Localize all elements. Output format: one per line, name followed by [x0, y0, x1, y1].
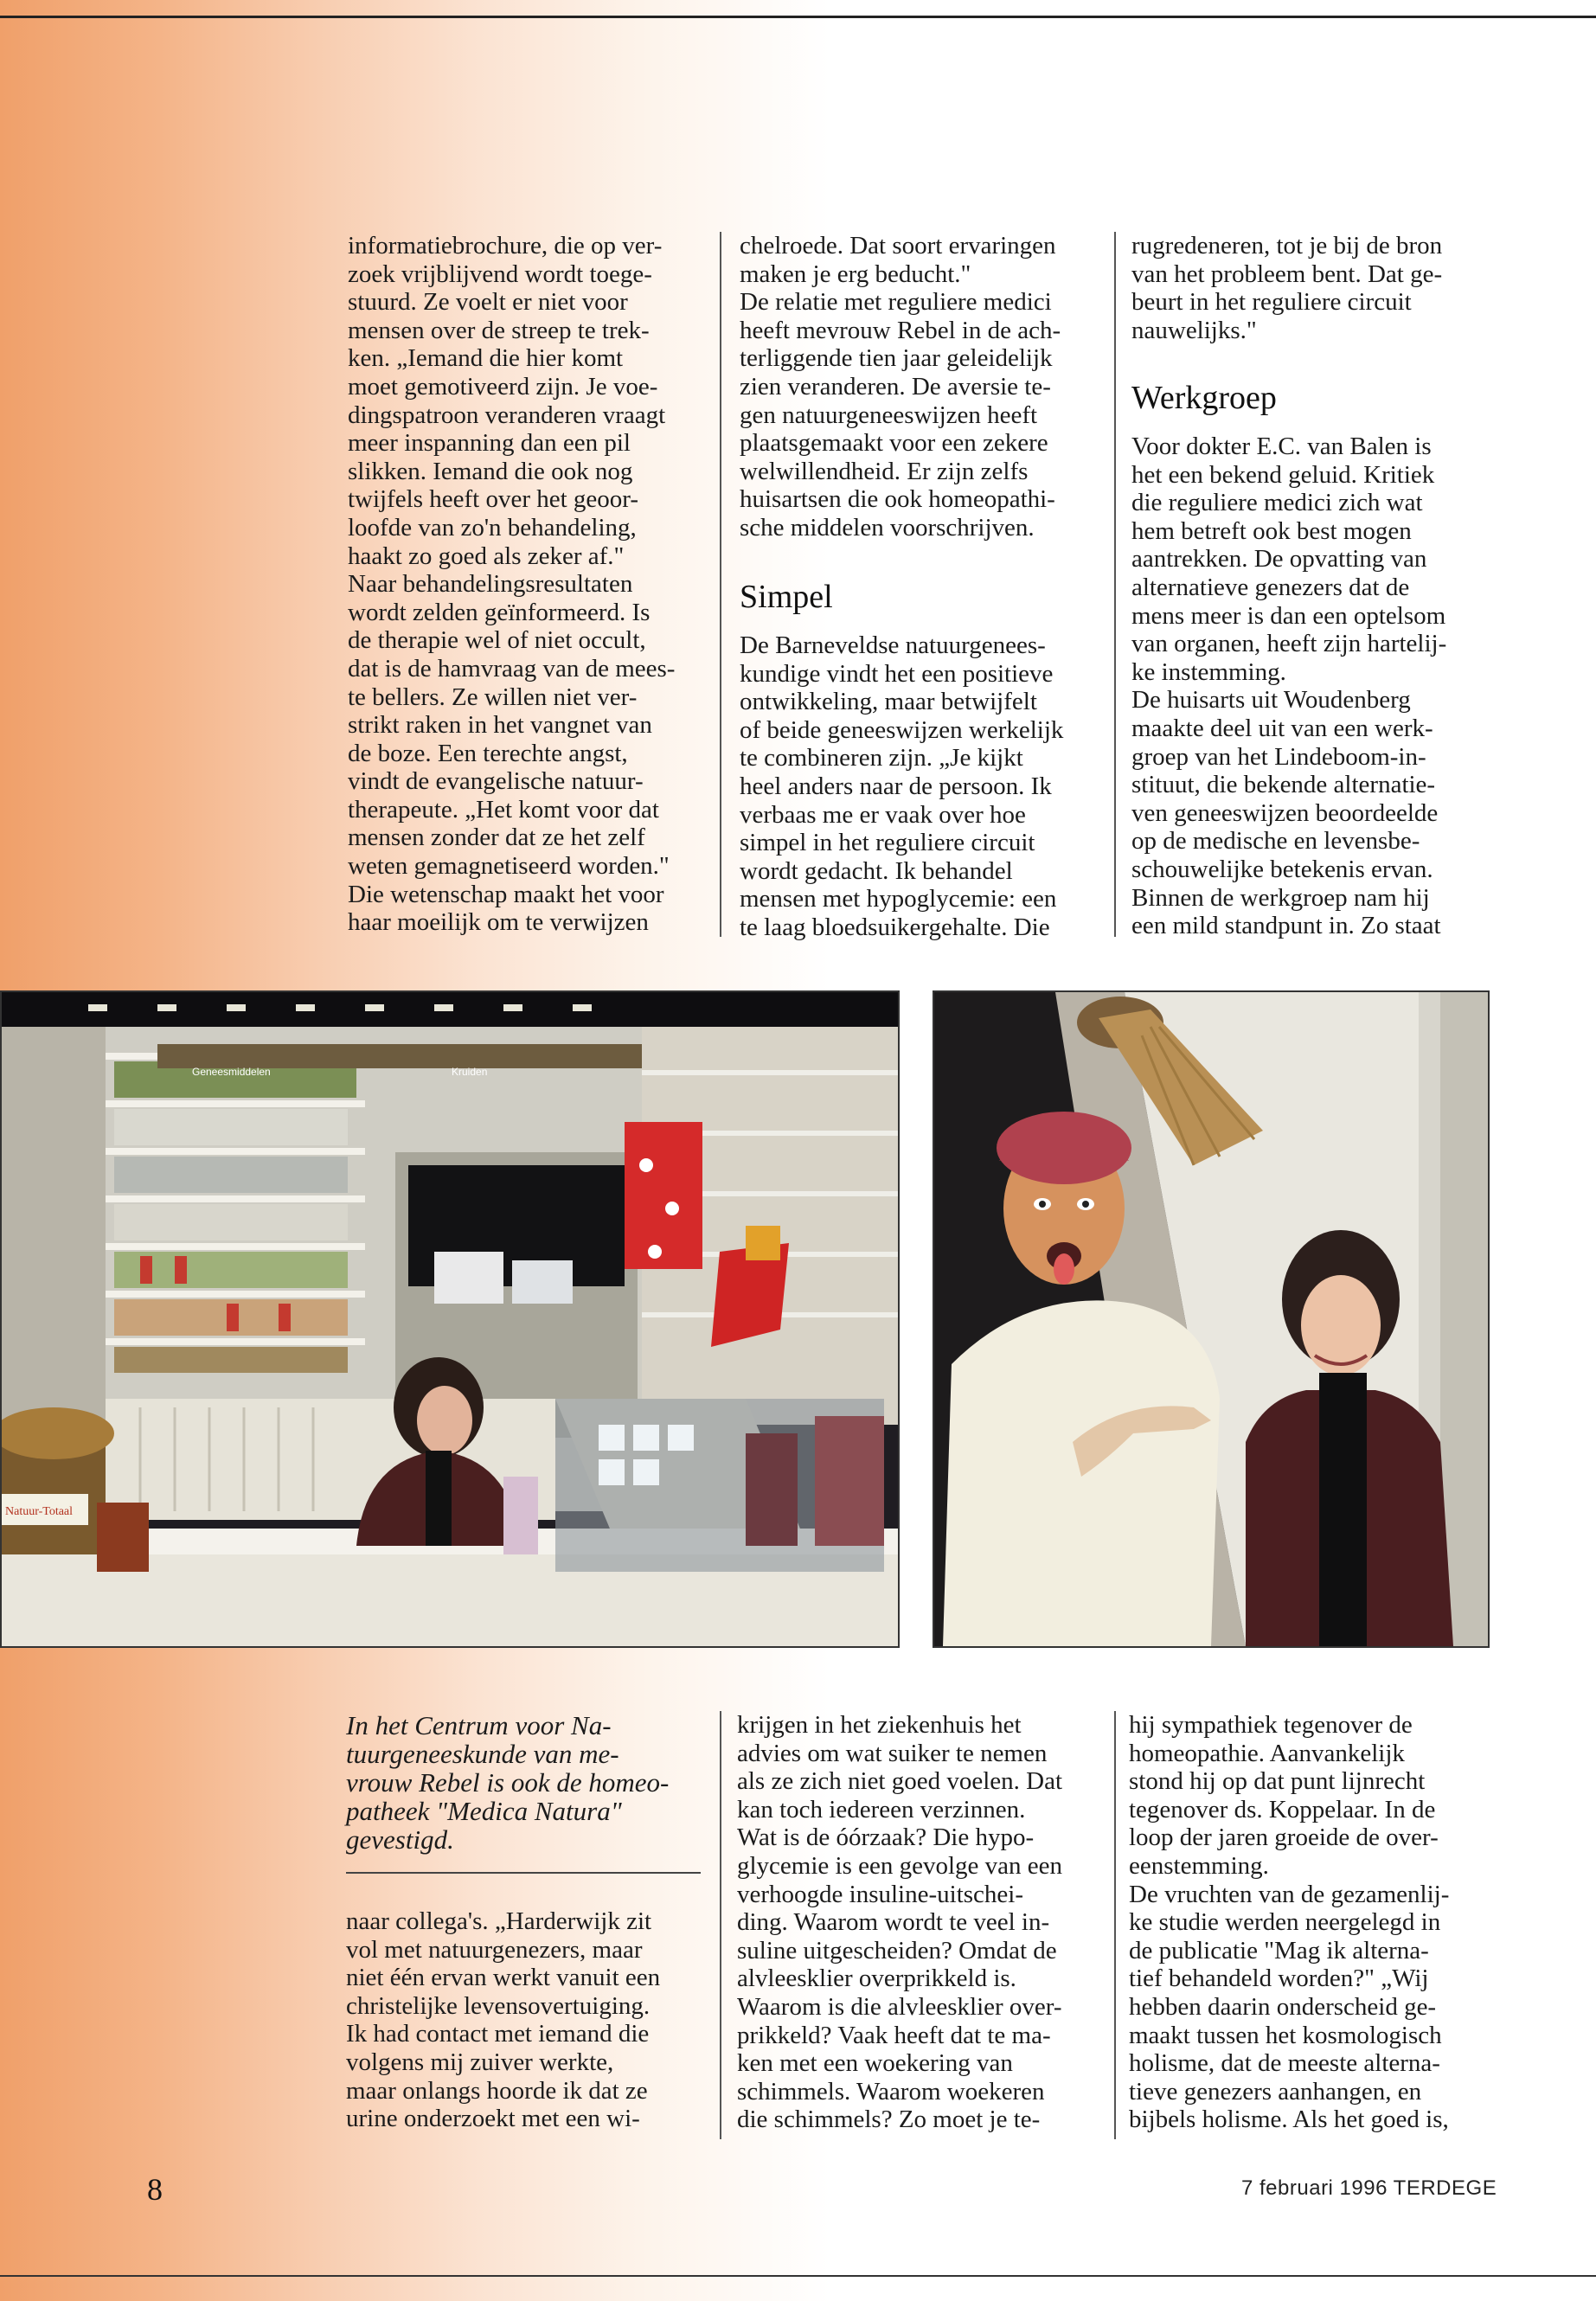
bottom-column-3: hij sympathiek tegenover de homeopathie. Aanvankelijk stond hij op dat punt lijnrecht tegenover ds. Koppelaar. In de loop der jaren groeide de over- eenstemming. De vruchten van de gezamenlij- ke studie werden neergelegd in de publicatie "Mag ik alterna- tief behandeld worden?" „Wij hebben daarin onderscheid ge- maakt tussen het kosmologisch holisme, dat de meeste alterna- tieve genezers aanhangen, en bijbels holisme. Als het goed is,	[1129, 1711, 1450, 2134]
top-column-2b: De Barneveldse natuurgenees- kundige vindt het een positieve ontwikkeling, maar betwijfelt of beide geneeswijzen werkelijk te combineren zijn. „Je kijkt heel anders naar de persoon. Ik verbaas me er vaak over hoe simpel in het reguliere circuit wordt gedacht. Ik behandel mensen met hypoglycemie: een te laag bloedsuikergehalte. Die	[740, 631, 1064, 941]
top-border	[0, 16, 1596, 18]
bottom-border	[0, 2275, 1596, 2277]
counter-sign: Natuur-Totaal	[5, 1505, 74, 1518]
shelf-sign-1: Geneesmiddelen	[192, 1066, 271, 1078]
top-column-1: informatiebrochure, die op ver- zoek vrijblijvend wordt toege- stuurd. Ze voelt er niet voor mensen over de streep te trek- ken. „Iemand die hier komt moet gemotiveerd zijn. Je voe- dingspatroon veranderen vraagt meer inspanning dan een pil slikken. Iemand die ook nog twijfels heeft over het geoor- loofde van zo'n behandeling, haakt zo goed als zeker af." Naar behandelingsresultaten wordt zelden geïnformeerd. Is de therapie wel of niet occult, dat is de hamvraag van de mees- te bellers. Ze willen niet ver- strikt raken in het vangnet van de boze. Een terechte angst, vindt de evangelische natuur- therapeute. „Het komt voor dat mensen zonder dat ze het zelf weten gemagnetiseerd worden." Die wetenschap maakt het voor haar moeilijk om te verwijzen	[348, 232, 676, 937]
shop-interior-photo	[0, 990, 900, 1648]
top-column-3b: Voor dokter E.C. van Balen is het een bekend geluid. Kritiek die reguliere medici zich wat hem betreft ook best mogen aantrekken. De opvatting van alternatieve genezers dat de mens meer is dan een optelsom van organen, heeft zijn hartelij- ke instemming. De huisarts uit Woudenberg maakte deel uit van een werk- groep van het Lindeboom-in- stituut, die bekende alternatie- ven geneeswijzen beoordeelde op de medische en levensbe- schouwelijke betekenis ervan. Binnen de werkgroep nam hij een mild standpunt in. Zo staat	[1131, 433, 1447, 940]
photo-caption: In het Centrum voor Na- tuurgeneeskunde van me- vrouw Rebel is ook de homeo- patheek "Medica Natura" gevestigd.	[346, 1710, 670, 1855]
bottom-column-1: naar collega's. „Harderwijk zit vol met natuurgenezers, maar niet één ervan werkt vanuit een christelijke levensovertuiging. Ik had contact met iemand die volgens mij zuiver werkte, maar onlangs hoorde ik dat ze urine onderzoekt met een wi-	[346, 1907, 661, 2133]
top-column-2a: chelroede. Dat soort ervaringen maken je erg beducht." De relatie met reguliere medici heeft mevrouw Rebel in de ach- terliggende tien jaar geleidelijk zien veranderen. De aversie te- gen natuurgeneeswijzen heeft plaatsgemaakt voor een zekere welwillendheid. Er zijn zelfs huisartsen die ook homeopathi- sche middelen voorschrijven.	[740, 232, 1061, 542]
heading-werkgroep: Werkgroep	[1131, 380, 1277, 416]
column-divider	[1114, 232, 1116, 937]
bottom-column-2: krijgen in het ziekenhuis het advies om wat suiker te nemen als ze zich niet goed voelen. Dat kan toch iedereen verzinnen. Wat is de óórzaak? Die hypo- glycemie is een gevolge van een verhoogde insuline-uitschei- ding. Waarom wordt te veel in- suline uitgescheiden? Omdat de alvleesklier overprikkeld is. Waarom is die alvleesklier over- prikkeld? Vaak heeft dat te ma- ken met een woekering van schimmels. Waarom woekeren die schimmels? Zo moet je te-	[737, 1711, 1063, 2134]
statue-portrait-photo	[933, 990, 1490, 1648]
column-divider	[1114, 1711, 1116, 2139]
issue-date-publication: 7 februari 1996 TERDEGE	[1241, 2176, 1497, 2200]
column-divider	[720, 232, 721, 937]
column-divider	[720, 1711, 721, 2139]
top-column-3a: rugredeneren, tot je bij de bron van het probleem bent. Dat ge- beurt in het reguliere circuit nauwelijks."	[1131, 232, 1443, 344]
shelf-sign-2: Kruiden	[452, 1066, 488, 1078]
shop-interior-illustration	[2, 992, 898, 1646]
heading-simpel: Simpel	[740, 579, 833, 615]
page-number: 8	[147, 2172, 163, 2207]
statue-portrait-illustration	[934, 992, 1488, 1646]
caption-rule	[346, 1872, 701, 1874]
